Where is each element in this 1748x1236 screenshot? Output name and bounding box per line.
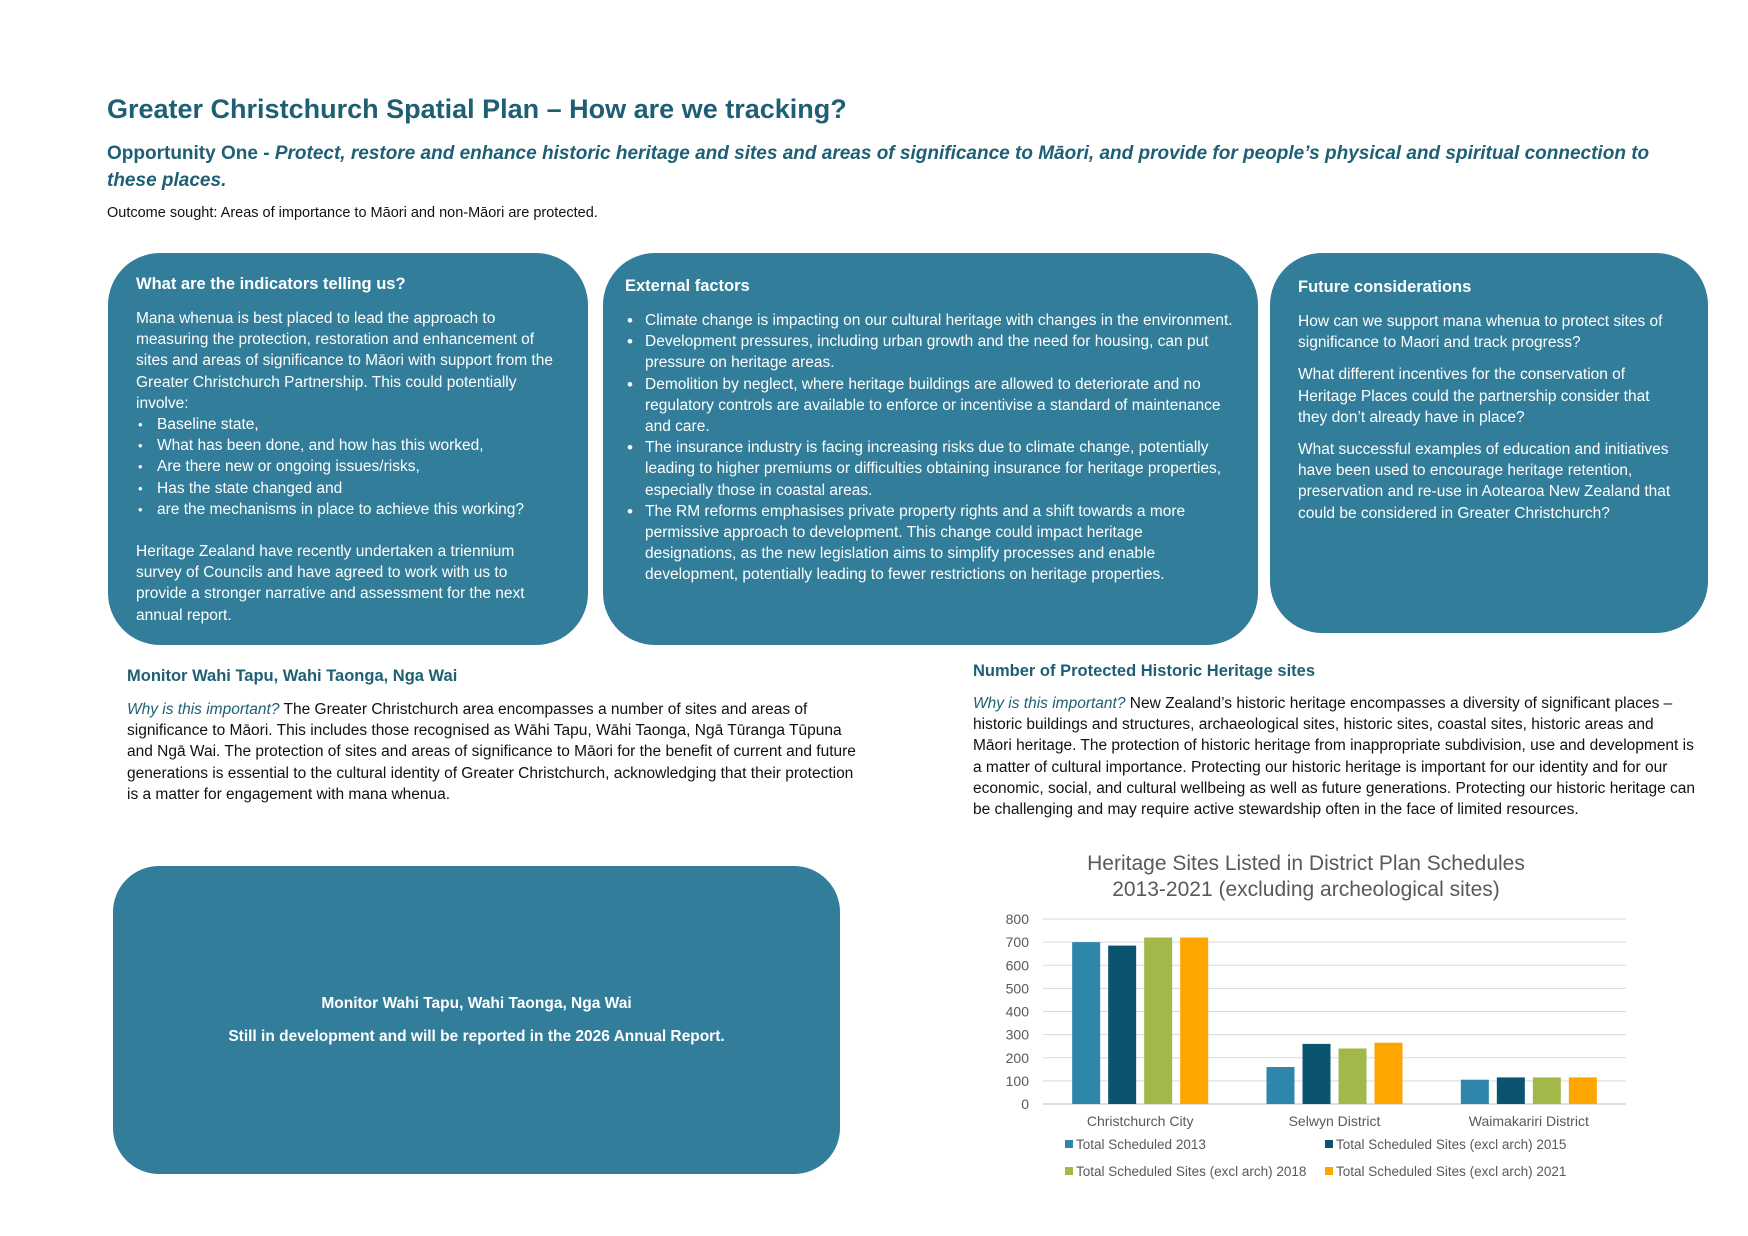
x-tick-label: Waimakariri District: [1468, 1113, 1589, 1129]
heritage-bar-chart: [973, 840, 1633, 1200]
legend-swatch: [1325, 1167, 1333, 1175]
indicators-panel: [108, 253, 588, 645]
page-title: Greater Christchurch Spatial Plan – How are we tracking?: [107, 94, 847, 124]
y-tick-label: 100: [1005, 1072, 1029, 1089]
list-item: • Demolition by neglect, where heritage buildings are allowed to deteriorate and no regulatory controls are available to enforce or incentivise a standard of maintenance and care.: [625, 374, 1236, 438]
chart-bar: [1375, 1043, 1403, 1104]
chart-bar: [1303, 1044, 1331, 1104]
chart-bar: [1461, 1080, 1489, 1104]
heritage-body: [973, 693, 1695, 820]
monitor-body: [127, 699, 857, 805]
page-subtitle: [107, 140, 1667, 194]
monitor-box-title: Monitor Wahi Tapu, Wahi Taonga, Nga Wai: [321, 995, 632, 1012]
legend-label: Total Scheduled 2013: [1076, 1137, 1206, 1152]
list-item: • The insurance industry is facing increasing risks due to climate change, potentially leading to higher premiums or difficulties obtaining insurance for heritage properties, especially those in coastal areas.: [625, 437, 1236, 501]
chart-title-line1: Heritage Sites Listed in District Plan Schedules: [1087, 852, 1525, 875]
legend-label: Total Scheduled Sites (excl arch) 2018: [1076, 1164, 1307, 1179]
list-item: • Baseline state,: [136, 414, 560, 435]
x-tick-label: Christchurch City: [1086, 1113, 1194, 1129]
monitor-heading: Monitor Wahi Tapu, Wahi Taonga, Nga Wai: [127, 667, 458, 685]
future-heading: Future considerations: [1298, 278, 1472, 296]
y-tick-label: 400: [1005, 1003, 1029, 1020]
y-tick-label: 500: [1005, 980, 1029, 997]
external-heading: External factors: [625, 277, 750, 295]
list-item: • Has the state changed and: [136, 478, 560, 499]
indicators-heading: What are the indicators telling us?: [136, 275, 406, 293]
list-item: • The RM reforms emphasises private property rights and a shift towards a more permissive approach to development. This change could impact heritage designations, as the new legislation aims to simplify processes and enable development, potentially leading to fewer restrictions on heritage properties.: [625, 501, 1236, 586]
list-item: • are the mechanisms in place to achieve this working?: [136, 499, 560, 520]
chart-bars: [1072, 938, 1597, 1105]
y-tick-label: 700: [1005, 934, 1029, 951]
indicators-intro: Mana whenua is best placed to lead the approach to measuring the protection, restoration and enhancement of sites and areas of significance to Māori with support from the Greater Christchurch Partnership. This could potentially involve:: [136, 310, 553, 412]
chart-bar: [1180, 938, 1208, 1105]
future-paragraph: What different incentives for the conservation of Heritage Places could the partnership consider that they don’t already have in place?: [1298, 366, 1650, 426]
chart-bar: [1569, 1077, 1597, 1104]
why-important-label: Why is this important?: [973, 695, 1126, 712]
y-tick-label: 600: [1005, 957, 1029, 974]
chart-y-ticks: [1006, 911, 1030, 1112]
future-paragraph: What successful examples of education and initiatives have been used to encourage heritage retention, preservation and re-use in Aotearoa New Zealand that could be considered in Greater Christchurch?: [1298, 441, 1671, 522]
legend-swatch: [1065, 1140, 1073, 1148]
subtitle-lead: Opportunity One -: [107, 143, 275, 164]
list-item: • What has been done, and how has this worked,: [136, 435, 560, 456]
chart-bar: [1339, 1049, 1367, 1105]
y-tick-label: 300: [1005, 1026, 1029, 1043]
x-tick-label: Selwyn District: [1288, 1113, 1381, 1129]
y-tick-label: 0: [1021, 1096, 1029, 1112]
list-item: • Climate change is impacting on our cultural heritage with changes in the environment.: [625, 310, 1236, 331]
chart-bar: [1072, 942, 1100, 1104]
list-item: • Are there new or ongoing issues/risks,: [136, 456, 560, 477]
list-item: • Development pressures, including urban growth and the need for housing, can put pressure on heritage areas.: [625, 331, 1236, 373]
indicators-closing: Heritage Zealand have recently undertaken a triennium survey of Councils and have agreed to work with us to provide a stronger narrative and assessment for the next annual report.: [136, 543, 525, 624]
future-paragraph: How can we support mana whenua to protect sites of significance to Maori and track progress?: [1298, 313, 1663, 352]
chart-bar: [1497, 1077, 1525, 1104]
chart-bar: [1267, 1067, 1295, 1104]
external-list: [625, 310, 1236, 586]
indicators-list: [136, 414, 560, 520]
chart-legend: [1065, 1137, 1566, 1179]
monitor-box-status: Still in development and will be reported in the 2026 Annual Report.: [228, 1028, 725, 1045]
legend-label: Total Scheduled Sites (excl arch) 2021: [1336, 1164, 1567, 1179]
external-factors-panel: [603, 253, 1258, 645]
why-important-label: Why is this important?: [127, 701, 280, 718]
chart-x-ticks: [1087, 1113, 1589, 1129]
future-considerations-panel: [1270, 253, 1708, 633]
y-tick-label: 800: [1005, 911, 1029, 927]
y-tick-label: 200: [1005, 1049, 1029, 1066]
monitor-status-box: [113, 866, 840, 1174]
heritage-body-text: New Zealand’s historic heritage encompasses a diversity of significant places – historic buildings and structures, archaeological sites, historic sites, coastal sites, historic areas and Māori heritage. The protection of historic heritage from inappropriate subdivision, use and development is a matter of cultural importance. Protecting our historic heritage is important for our identity and for our economic, social, and cultural wellbeing as well as future generations. Protecting our historic heritage can be challenging and may require active stewardship often in the face of limited resources.: [973, 695, 1695, 819]
chart-bar: [1108, 946, 1136, 1104]
chart-title-line2: 2013-2021 (excluding archeological sites): [1112, 878, 1500, 901]
legend-label: Total Scheduled Sites (excl arch) 2015: [1336, 1137, 1567, 1152]
chart-bar: [1144, 938, 1172, 1105]
chart-bar: [1533, 1077, 1561, 1104]
subtitle-rest: Protect, restore and enhance historic heritage and sites and areas of significance to Māori, and provide for people’s physical and spiritual connection to these places.: [107, 143, 1650, 191]
spacer: [136, 520, 560, 541]
outcome-sought: Outcome sought: Areas of importance to Māori and non-Māori are protected.: [107, 205, 598, 221]
heritage-heading: Number of Protected Historic Heritage sites: [973, 662, 1316, 680]
legend-swatch: [1065, 1167, 1073, 1175]
monitor-body-text: The Greater Christchurch area encompasses a number of sites and areas of significance to Māori. This includes those recognised as Wāhi Tapu, Wāhi Taonga, Ngā Tūranga Tūpuna and Ngā Wai. The protection of sites and areas of significance to Māori for the benefit of current and future generations is essential to the cultural identity of Greater Christchurch, acknowledging that their protection is a matter for engagement with mana whenua.: [127, 701, 856, 803]
legend-swatch: [1325, 1140, 1333, 1148]
